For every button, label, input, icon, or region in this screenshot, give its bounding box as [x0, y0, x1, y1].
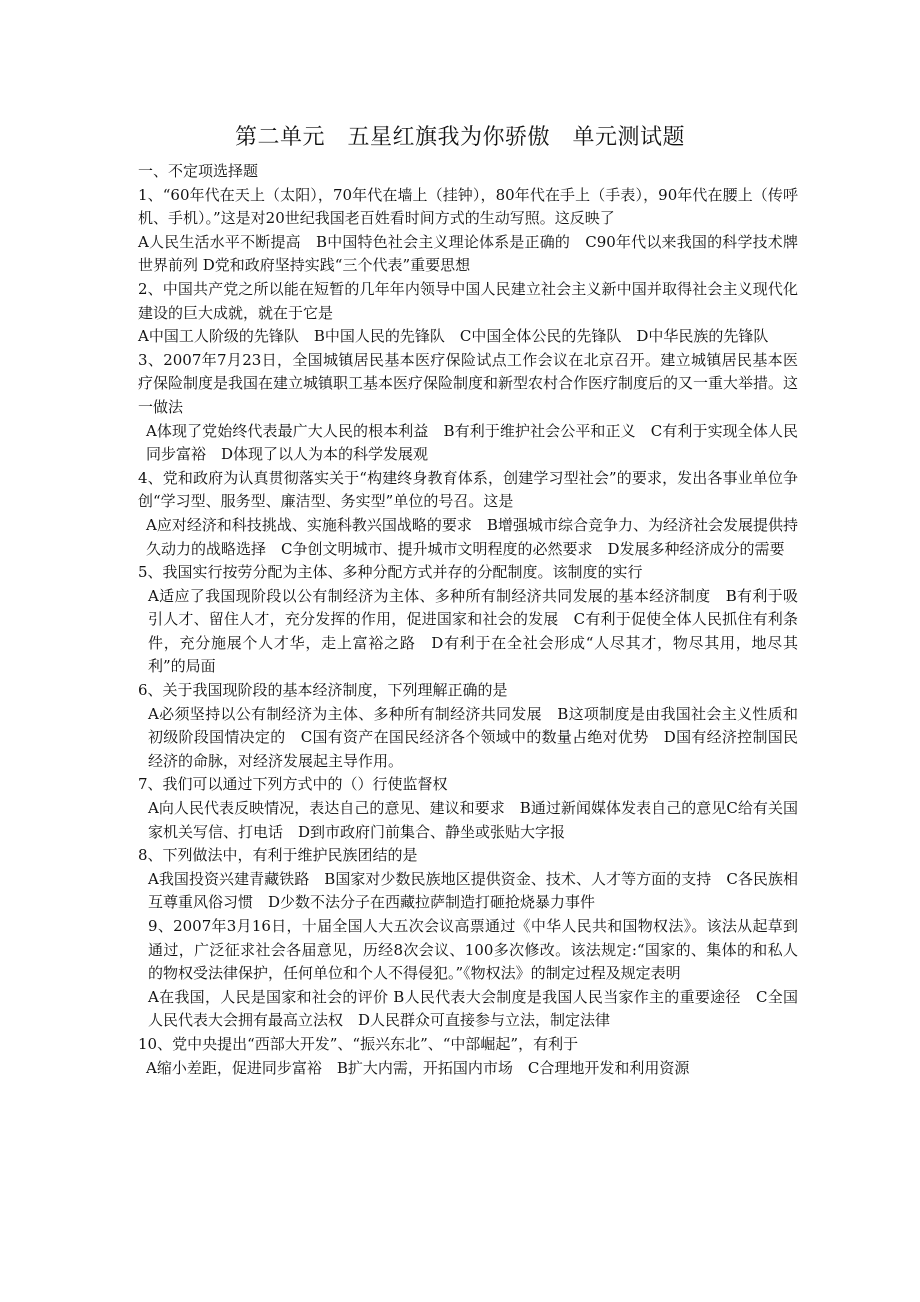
question-stem: 5、我国实行按劳分配为主体、多种分配方式并存的分配制度。该制度的实行 [138, 563, 643, 582]
question-stem: 8、下列做法中，有利于维护民族团结的是 [138, 846, 418, 865]
question-stem: 7、我们可以通过下列方式中的（）行使监督权 [138, 775, 448, 794]
section-heading: 一、不定项选择题 [138, 162, 259, 180]
page-title: 第二单元 五星红旗我为你骄傲 单元测试题 [234, 125, 685, 150]
question-options: A必须坚持以公有制经济为主体、多种所有制经济共同发展 B这项制度是由我国社会主义性质和初级阶段国情决定的 C国有资产在国民经济各个领域中的数量占绝对优势 D国有经济控制国民经济的命脉，对经济发展起主导作用。 [148, 704, 798, 770]
question-list [138, 160, 798, 1080]
question-options: A中国工人阶级的先锋队 B中国人民的先锋队 C中国全体公民的先锋队 D中华民族的先锋队 [138, 327, 769, 346]
question-stem: 1、“60年代在天上（太阳），70年代在墙上（挂钟），80年代在手上（手表），90年代在腰上（传呼机、手机）。”这是对20世纪我国老百姓看时间方式的生动写照。这反映了 [138, 185, 798, 228]
question-options: A我国投资兴建青藏铁路 B国家对少数民族地区提供资金、技术、人才等方面的支持 C各民族相互尊重风俗习惯 D少数不法分子在西藏拉萨制造打砸抢烧暴力事件 [148, 869, 798, 912]
question-options: A在我国，人民是国家和社会的评价 B人民代表大会制度是我国人民当家作主的重要途径 C全国人民代表大会拥有最高立法权 D人民群众可直接参与立法，制定法律 [148, 987, 798, 1030]
question-options: A适应了我国现阶段以公有制经济为主体、多种所有制经济共同发展的基本经济制度 B有利于吸引人才、留住人才，充分发挥的作用，促进国家和社会的发展 C有利于促使全体人民抓住有利条件，充分施展个人才华，走上富裕之路 D有利于在全社会形成“人尽其才，物尽其用，地尽其利”的局面 [148, 586, 798, 676]
question-stem: 4、党和政府为认真贯彻落实关于“构建终身教育体系，创建学习型社会”的要求，发出各事业单位争创“学习型、服务型、廉洁型、务实型”单位的号召。这是 [138, 468, 798, 511]
question-stem: 6、关于我国现阶段的基本经济制度，下列理解正确的是 [138, 681, 508, 700]
question-options: A体现了党始终代表最广大人民的根本利益 B有利于维护社会公平和正义 C有利于实现全体人民同步富裕 D体现了以人为本的科学发展观 [146, 421, 798, 464]
question-options: A缩小差距，促进同步富裕 B扩大内需，开拓国内市场 C合理地开发和利用资源 [146, 1058, 690, 1077]
question-stem: 9、2007年3月16日，十届全国人大五次会议高票通过《中华人民共和国物权法》。该法从起草到通过，广泛征求社会各届意见，历经8次会议、100多次修改。该法规定:“国家的、集体的和私人的物权受法律保护，任何单位和个人不得侵犯。”《物权法》的制定过程及规定表明 [148, 917, 798, 983]
question-stem: 3、2007年7月23日，全国城镇居民基本医疗保险试点工作会议在北京召开。建立城镇居民基本医疗保险制度是我国在建立城镇职工基本医疗保险制度和新型农村合作医疗制度后的又一重大举措。这一做法 [138, 350, 799, 416]
question-stem: 2、中国共产党之所以能在短暂的几年年内领导中国人民建立社会主义新中国并取得社会主义现代化建设的巨大成就，就在于它是 [138, 279, 798, 322]
question-options: A应对经济和科技挑战、实施科教兴国战略的要求 B增强城市综合竞争力、为经济社会发展提供持久动力的战略选择 C争创文明城市、提升城市文明程度的必然要求 D发展多种经济成分的需要 [146, 515, 798, 558]
question-options: A人民生活水平不断提高 B中国特色社会主义理论体系是正确的 C90年代以来我国的科学技术牌世界前列 D党和政府坚持实践“三个代表”重要思想 [138, 232, 798, 275]
question-options: A向人民代表反映情况，表达自己的意见、建议和要求 B通过新闻媒体发表自己的意见C给有关国家机关写信、打电话 D到市政府门前集合、静坐或张贴大字报 [148, 799, 798, 841]
question-stem: 10、党中央提出“西部大开发”、“振兴东北”、“中部崛起”，有利于 [138, 1034, 579, 1053]
